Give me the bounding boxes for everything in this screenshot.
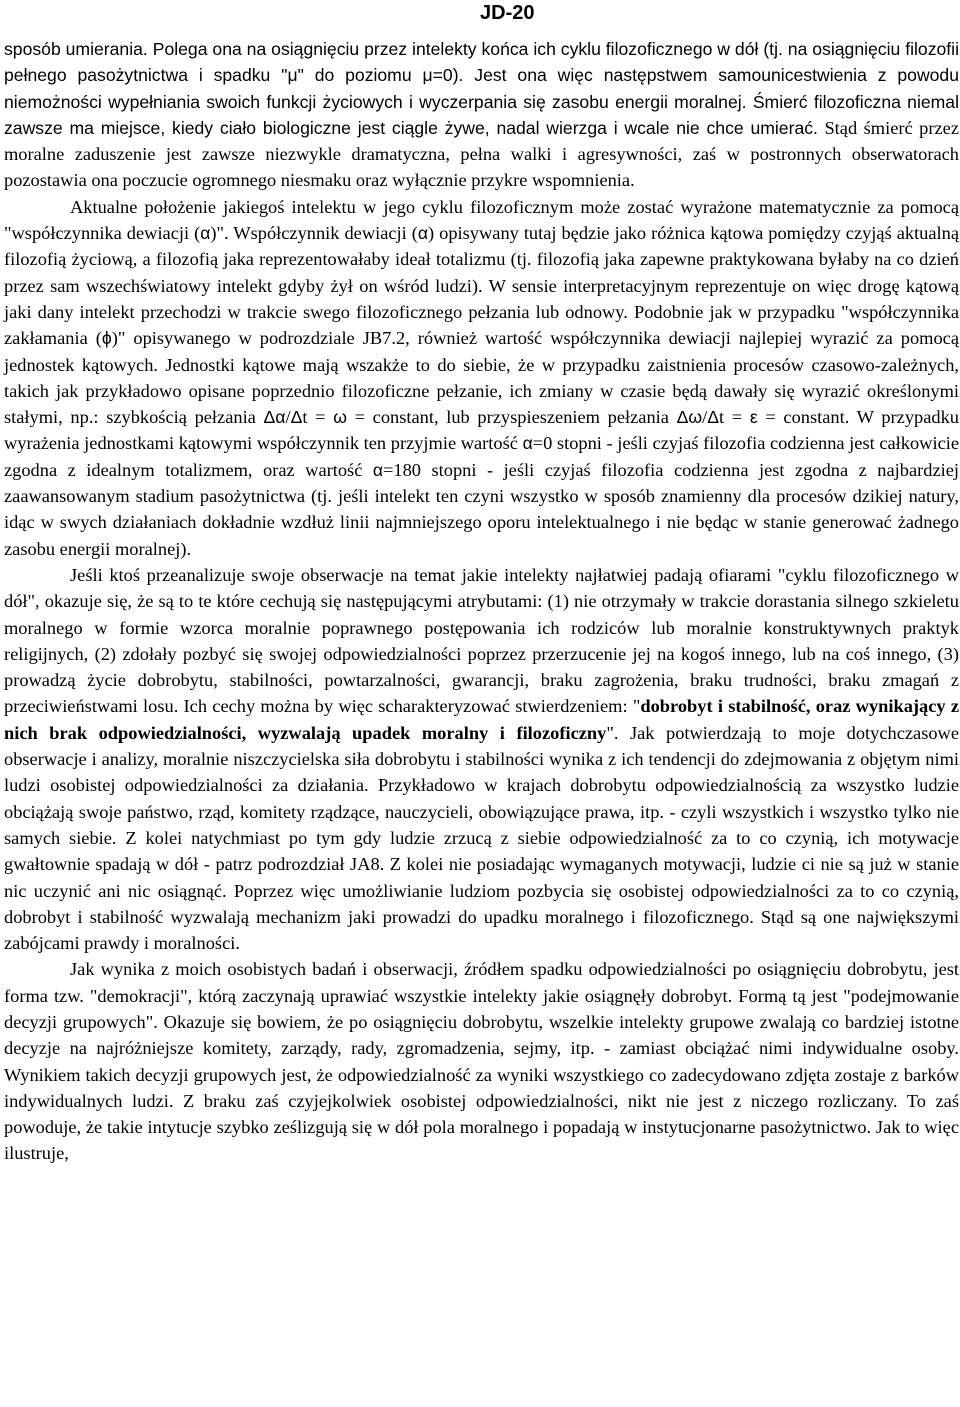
page-header: JD-20: [480, 2, 535, 24]
text-run: Δα: [263, 407, 286, 428]
text-run: = constant. W przypadku wyrażenia jednostkami kątowymi współczynnik ten przyjmie wartość: [4, 407, 959, 454]
text-run: " do poziomu: [297, 65, 423, 86]
text-run: sposób umierania. Polega ona na osiągnięciu przez intelekty końca ich cyklu filozoficznego w dół (tj. na osiągnięciu filozofii pełnego pasożytnictwa i spadku ": [4, 39, 959, 86]
text-run: α: [372, 459, 384, 480]
text-run: α: [522, 433, 533, 454]
text-run: ε: [749, 407, 758, 428]
text-run: μ: [422, 65, 433, 86]
text-run: Δ: [707, 407, 719, 428]
text-run: Stąd śmierć przez moralne zaduszenie jest zawsze niezwykle dramatyczna, pełna walki i agresywności, zaś w postronnych obserwatorach pozostawia ona poczucie ogromnego niesmaku oraz wyłącznie przykre wspomnienia.: [4, 117, 959, 191]
text-run: ϕ: [101, 328, 112, 349]
paragraph: [4, 194, 959, 562]
paragraph: [4, 36, 959, 194]
text-run: ω: [333, 407, 347, 428]
text-run: )" opisywanego w podrozdziale JB7.2, również wartość współczynnika dewiacji najlepiej wyrazić za pomocą jednostek kątowych. Jednostki kątowe mają wszakże to do siebie, że w przypadku zaistnienia procesów czasowo-zależnych, takich jak przykładowo opisane poprzednio filozoficzne pełzanie, ich zmiany w czasie będą dawały się wyrazić określonymi stałymi, np.: szybkością pełzania: [4, 328, 959, 428]
text-run: ) opisywany tutaj będzie jako różnica kątowa pomiędzy czyjąś aktualną filozofią życiową, a filozofią jaka reprezentowałaby ideał totalizmu (tj. filozofią jaka zapewne praktykowana byłaby na co dzień przez sam wszechświatowy intelekt gdyby żył on wśród ludzi). W sensie interpretacyjnym reprezentuje on więc drogę kątową jaki dany intelekt przechodzi w trakcie swego filozoficznego pełzania lub odnowy. Podobnie jak w przypadku "współczynnika zakłamania (: [4, 223, 960, 349]
text-run: Jeśli ktoś przeanalizuje swoje obserwacje na temat jakie intelekty najłatwiej padają ofiarami "cyklu filozoficznego w dół", okazuje się, że są to te które cechują się następującymi atrybutami: (1) nie otrzymały w trakcie dorastania silnego szkieletu moralnego w formie wzorca moralnie poprawnego postępowania ich rodziców lub moralnie konstruktywnych praktyk religijnych, (2) zdołały pozbyć się swojej odpowiedzialności poprzez przerzucenie jej na kogoś innego, lub na coś innego, (3) prowadzą życie dobrobytu, stabilności, powtarzalności, gwarancji, braku zagrożenia, braku trudności, braku zmagań z przeciwieństwami losu. Ich cechy można by więc scharakteryzować stwierdzeniem: ": [4, 564, 959, 717]
text-run: t =: [302, 407, 334, 428]
paragraph: [4, 562, 959, 956]
text-run: Δω: [676, 407, 703, 428]
text-run: α: [417, 223, 429, 244]
paragraph: [4, 956, 959, 1166]
document-body: [4, 36, 959, 1167]
text-run: /: [702, 407, 708, 428]
text-run: =0). Jest ona więc następstwem samounicestwienia z powodu niemożności wypełniania swoich funkcji życiowych i wyczerpania się zasobu energii moralnej. Śmierć filozoficzna niemal zawsze ma miejsce, kiedy ciało biologiczne jest ciągle żywe, nadal wierzga i wcale nie chce umierać.: [4, 65, 960, 138]
text-run: ". Jak potwierdzają to moje dotychczasowe obserwacje i analizy, moralnie niszczycielska siła dobrobytu i stabilności wynika z ich tendencji do zdejmowania z objętym nimi ludzi osobistej odpowiedzialności za działania. Przykładowo w krajach dobrobytu odpowiedzialnością za wszystko ludzie obciążają swoje państwo, rząd, komitety rządzące, nauczycieli, obowiązujące prawa, itp. - czyli wszystkich i wszystko tylko nie samych siebie. Z kolei natychmiast po tym gdy ludzie zrzucą z siebie odpowiedzialność za to co czynią, ich motywacje gwałtownie spadają w dół - patrz podrozdział JA8. Z kolei nie posiadając wymaganych motywacji, ludzie ci nie są już w stanie nic uczynić ani nic osiągnąć. Poprzez więc umożliwianie ludziom pozbycia się osobistej odpowiedzialności za to co czynią, dobrobyt i stabilność wyzwalają mechanizm jaki prowadzi do upadku moralnego i filozoficznego. Stąd są one największymi zabójcami prawdy i moralności.: [4, 722, 959, 954]
text-run: Aktualne położenie jakiegoś intelektu w jego cyklu filozoficznym może zostać wyrażone matematycznie za pomocą "współczynnika dewiacji (: [4, 196, 959, 244]
text-run: =0 stopni - jeśli czyjaś filozofia codzienna jest całkowicie zgodna z idealnym totalizmem, oraz wartość: [4, 433, 959, 480]
text-run: Jak wynika z moich osobistych badań i obserwacji, źródłem spadku odpowiedzialności po osiągnięciu dobrobytu, jest forma tzw. "demokracji", którą zaczynają uprawiać wszystkie intelekty jakie osiągnęły dobrobyt. Formą tą jest "podejmowanie decyzji grupowych". Okazuje się bowiem, że po osiągnięciu dobrobytu, wszelkie intelekty grupowe zwalają co bardziej istotne decyzje na najróżniejsze komitety, zarządy, rady, zgromadzenia, sejmy, itp. - zamiast obciążać nimi indywidualne osoby. Wynikiem takich decyzji grupowych jest, że odpowiedzialność za wyniki wszystkiego co zadecydowano zdjęta zostaje z barków indywidualnych ludzi. Z braku zaś czyjejkolwiek osobistej odpowiedzialności, nikt nie jest z niczego rozliczany. To zaś powoduje, że takie intytucje szybko ześlizgują się w dół pola moralnego i popadają w instytucjonarne pasożytnictwo. Jak to więc ilustruje,: [4, 959, 959, 1164]
text-run: = constant, lub przyspieszeniem pełzania: [346, 407, 677, 428]
text-run: /: [285, 407, 291, 428]
text-run: μ: [287, 65, 298, 86]
text-run: Δ: [290, 407, 303, 428]
text-run: t =: [719, 407, 750, 428]
text-run: )". Współczynnik dewiacji (: [210, 223, 418, 244]
text-run: α: [200, 223, 211, 244]
text-run: =180 stopni - jeśli czyjaś filozofia codzienna jest zgodna z najbardziej zaawansowanym stadium pasożytnictwa (tj. jeśli intelekt ten czyni wszystko w sposób znamienny dla procesów dzikiej natury, idąc w swych działaniach dokładnie wzdłuż linii najmniejszego oporu intelektualnego i nie będąc w stanie generować żadnego zasobu energii moralnej).: [4, 459, 959, 559]
bold-text: dobrobyt i stabilność, oraz wynikający z nich brak odpowiedzialności, wyzwalają upadek moralny i filozoficzny: [4, 696, 959, 743]
